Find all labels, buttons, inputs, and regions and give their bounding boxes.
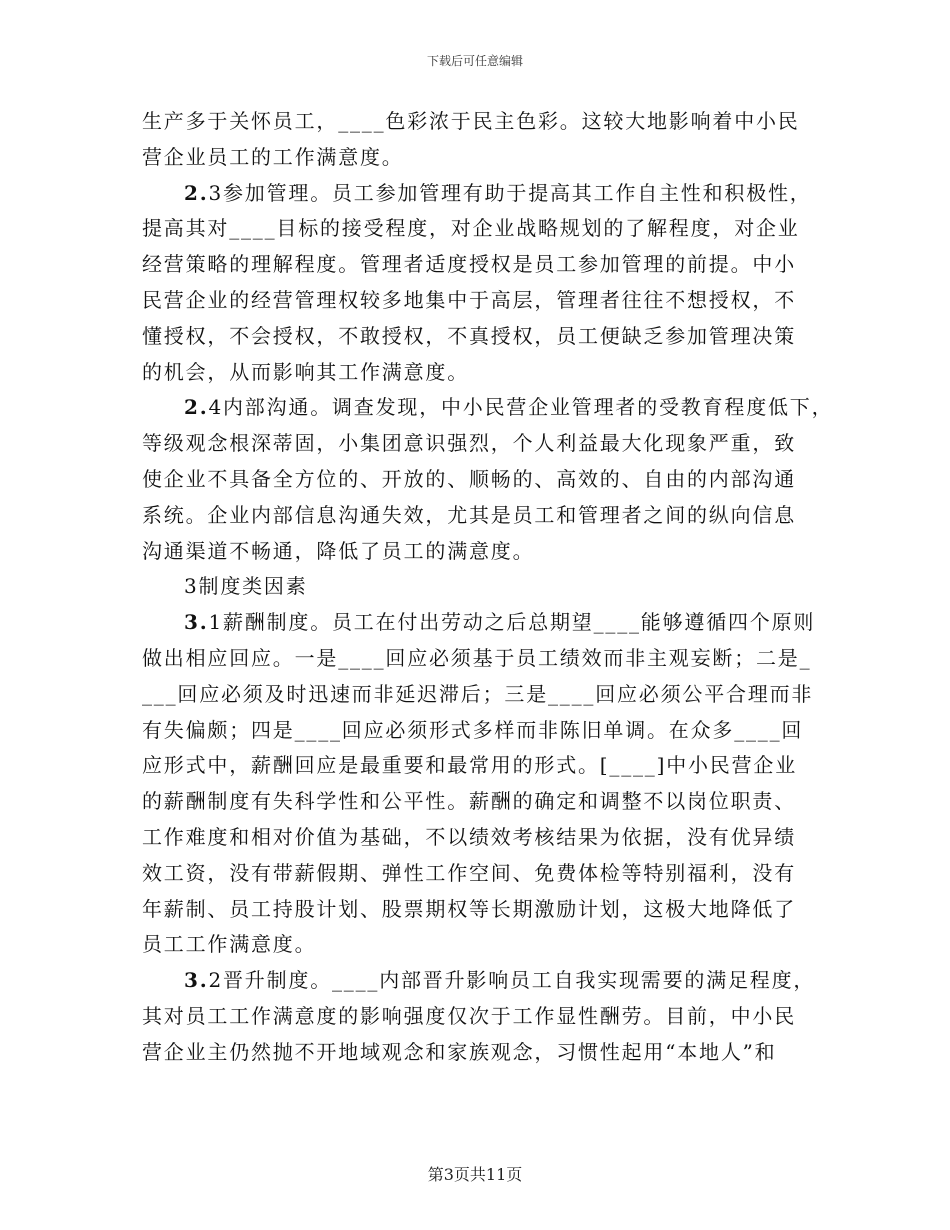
line-text: 懂授权，不会授权，不敢授权，不真授权，员工便缺乏参加管理决策 (142, 323, 796, 348)
text-line (142, 748, 832, 784)
text-line (142, 462, 832, 498)
line-text: 的薪酬制度有失科学性和公平性。薪酬的确定和调整不以岗位职责、 (142, 789, 796, 814)
text-line (142, 319, 832, 355)
line-text: 其对员工工作满意度的影响强度仅次于工作显性酬劳。目前，中小民 (142, 1003, 796, 1028)
line-text: 营企业主仍然抛不开地域观念和家族观念，习惯性起用“本地人”和 (142, 1039, 777, 1064)
line-text: 等级观念根深蒂固，小集团意识强烈，个人利益最大化现象严重，致 (142, 431, 796, 456)
text-line (142, 641, 832, 677)
text-line (142, 963, 832, 999)
text-line (142, 1035, 832, 1071)
text-line (142, 211, 832, 247)
section-number: 3. (184, 968, 209, 993)
line-text: 3参加管理。员工参加管理有助于提高其工作自主性和积极性， (208, 180, 812, 205)
text-line (142, 140, 832, 176)
section-number: 2. (184, 180, 209, 205)
text-line (142, 605, 832, 641)
page-footer: 第3页共11页 (427, 1165, 523, 1184)
line-text: 民营企业的经营管理权较多地集中于高层，管理者往往不想授权，不 (142, 287, 796, 312)
line-text: 提高其对____目标的接受程度，对企业战略规划的了解程度，对企业 (142, 216, 800, 241)
text-line (142, 856, 832, 892)
line-text: 营企业员工的工作满意度。 (142, 144, 404, 169)
text-line (142, 283, 832, 319)
line-text: 2晋升制度。____内部晋升影响员工自我实现需要的满足程度， (208, 968, 816, 993)
line-text: 应形式中，薪酬回应是最重要和最常用的形式。[____]中小民营企业 (142, 753, 798, 778)
text-line (142, 999, 832, 1035)
line-text: 沟通渠道不畅通，降低了员工的满意度。 (142, 538, 535, 563)
line-text: 效工资，没有带薪假期、弹性工作空间、免费体检等特别福利，没有 (142, 860, 796, 885)
text-line (142, 498, 832, 534)
line-text: 3制度类因素 (184, 574, 308, 599)
text-line (142, 104, 832, 140)
text-line (142, 569, 832, 605)
line-text: 工作难度和相对价值为基础，不以绩效考核结果为依据，没有优异绩 (142, 824, 796, 849)
text-line (142, 820, 832, 856)
text-line (142, 534, 832, 570)
section-number: 3. (184, 610, 209, 635)
line-text: 使企业不具备全方位的、开放的、顺畅的、高效的、自由的内部沟通 (142, 466, 796, 491)
line-text: 4内部沟通。调查发现，中小民营企业管理者的受教育程度低下， (208, 395, 834, 420)
section-number: 2. (184, 395, 209, 420)
text-line (142, 713, 832, 749)
text-line (142, 247, 832, 283)
text-line (142, 927, 832, 963)
text-line (142, 677, 832, 713)
line-text: 有失偏颇；四是____回应必须形式多样而非陈旧单调。在众多____回 (142, 717, 804, 742)
text-line (142, 355, 832, 391)
text-line (142, 176, 832, 212)
line-text: 年薪制、员工持股计划、股票期权等长期激励计划，这极大地降低了 (142, 896, 796, 921)
line-text: 系统。企业内部信息沟通失效，尤其是员工和管理者之间的纵向信息 (142, 502, 796, 527)
text-line (142, 784, 832, 820)
text-line (142, 390, 832, 426)
document-body (142, 104, 832, 1071)
text-line (142, 892, 832, 928)
line-text: 的机会，从而影响其工作满意度。 (142, 359, 469, 384)
text-line (142, 426, 832, 462)
line-text: 1薪酬制度。员工在付出劳动之后总期望____能够遵循四个原则 (208, 610, 816, 635)
line-text: 生产多于关怀员工，____色彩浓于民主色彩。这较大地影响着中小民 (142, 109, 800, 133)
line-text: 做出相应回应。一是____回应必须基于员工绩效而非主观妄断；二是_ (142, 645, 812, 670)
page-header: 下载后可任意编辑 (426, 54, 523, 68)
line-text: 员工工作满意度。 (142, 932, 317, 957)
line-text: ___回应必须及时迅速而非延迟滞后；三是____回应必须公平合理而非 (142, 681, 814, 706)
line-text: 经营策略的理解程度。管理者适度授权是员工参加管理的前提。中小 (142, 252, 796, 277)
